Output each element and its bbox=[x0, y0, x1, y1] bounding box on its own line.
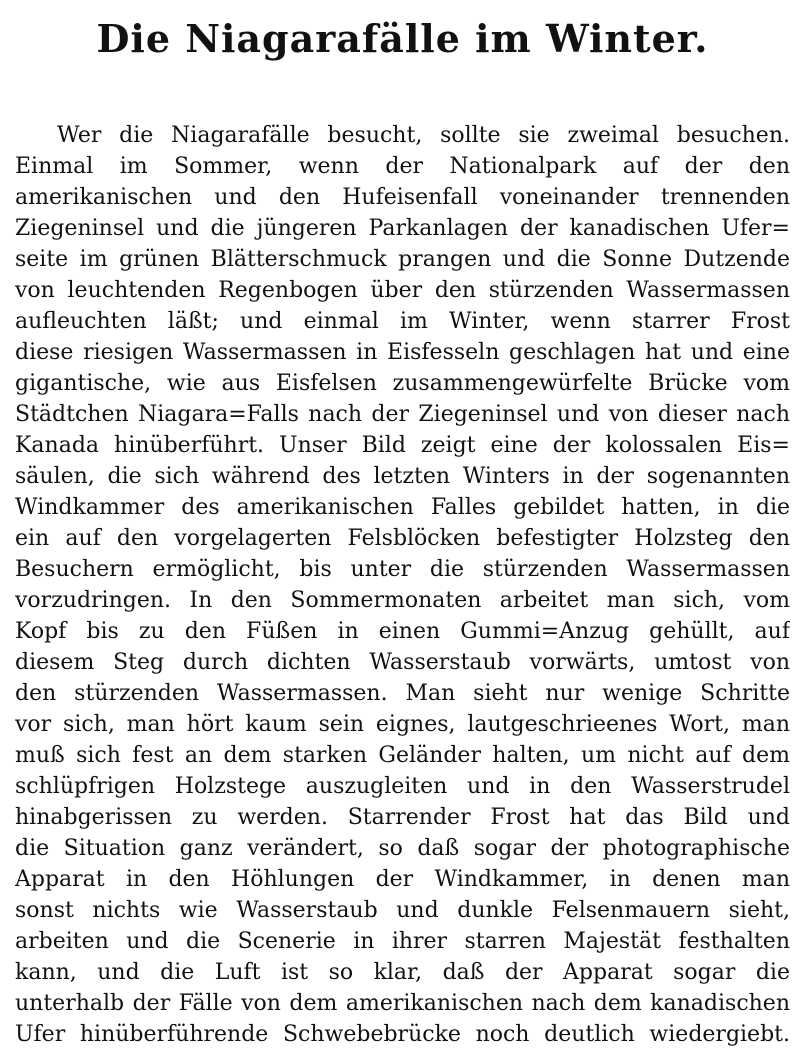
text-line: hinabgerissen zu werden. Starrender Frost hat das Bild und bbox=[15, 805, 790, 830]
text-line: amerikanischen und den Hufeisenfall voneinander trennenden bbox=[15, 185, 790, 210]
text-line: die Situation ganz verändert, so daß sogar der photographische bbox=[15, 836, 790, 861]
text-line: kann, und die Luft ist so klar, daß der Apparat sogar die bbox=[15, 960, 790, 985]
text-line: arbeiten und die Scenerie in ihrer starren Majestät festhalten bbox=[15, 929, 790, 954]
text-line: unterhalb der Fälle von dem amerikanischen nach dem kanadischen bbox=[15, 991, 790, 1016]
text-line: gigantische, wie aus Eisfelsen zusammengewürfelte Brücke vom bbox=[15, 371, 790, 396]
text-line: Besuchern ermöglicht, bis unter die stürzenden Wassermassen bbox=[15, 557, 790, 582]
text-line: ein auf den vorgelagerten Felsblöcken befestigter Holzsteg den bbox=[15, 526, 790, 551]
text-line: sonst nichts wie Wasserstaub und dunkle Felsenmauern sieht, bbox=[15, 898, 790, 923]
text-line: vor sich, man hört kaum sein eignes, lautgeschrieenes Wort, man bbox=[15, 712, 790, 737]
text-line: Städtchen Niagara=Falls nach der Ziegeninsel und von dieser nach bbox=[15, 402, 790, 427]
text-line: Apparat in den Höhlungen der Windkammer, in denen man bbox=[15, 867, 790, 892]
text-line: Ufer hinüberführende Schwebebrücke noch deutlich wiedergiebt. bbox=[15, 1022, 790, 1047]
text-line: diesem Steg durch dichten Wasserstaub vorwärts, umtost von bbox=[15, 650, 790, 675]
text-line: seite im grünen Blätterschmuck prangen und die Sonne Dutzende bbox=[15, 247, 790, 272]
text-line: schlüpfrigen Holzstege auszugleiten und in den Wasserstrudel bbox=[15, 774, 790, 799]
text-line: Wer die Niagarafälle besucht, sollte sie zweimal besuchen. bbox=[57, 123, 790, 148]
text-line: Einmal im Sommer, wenn der Nationalpark auf der den bbox=[15, 154, 790, 179]
text-line: aufleuchten läßt; und einmal im Winter, wenn starrer Frost bbox=[15, 309, 790, 334]
text-line: Ziegeninsel und die jüngeren Parkanlagen der kanadischen Ufer= bbox=[15, 216, 790, 241]
text-line: den stürzenden Wassermassen. Man sieht nur wenige Schritte bbox=[15, 681, 790, 706]
text-line: vorzudringen. In den Sommermonaten arbeitet man sich, vom bbox=[15, 588, 790, 613]
text-line: muß sich fest an dem starken Geländer halten, um nicht auf dem bbox=[15, 743, 790, 768]
text-line: diese riesigen Wassermassen in Eisfesseln geschlagen hat und eine bbox=[15, 340, 790, 365]
article-body bbox=[15, 120, 790, 1050]
text-line: säulen, die sich während des letzten Winters in der sogenannten bbox=[15, 464, 790, 489]
text-line: Kopf bis zu den Füßen in einen Gummi=Anzug gehüllt, auf bbox=[15, 619, 790, 644]
text-line: von leuchtenden Regenbogen über den stürzenden Wassermassen bbox=[15, 278, 790, 303]
text-line: Windkammer des amerikanischen Falles gebildet hatten, in die bbox=[15, 495, 790, 520]
article-title: Die Niagarafälle im Winter. bbox=[96, 16, 709, 61]
text-line: Kanada hinüberführt. Unser Bild zeigt eine der kolossalen Eis= bbox=[15, 433, 790, 458]
